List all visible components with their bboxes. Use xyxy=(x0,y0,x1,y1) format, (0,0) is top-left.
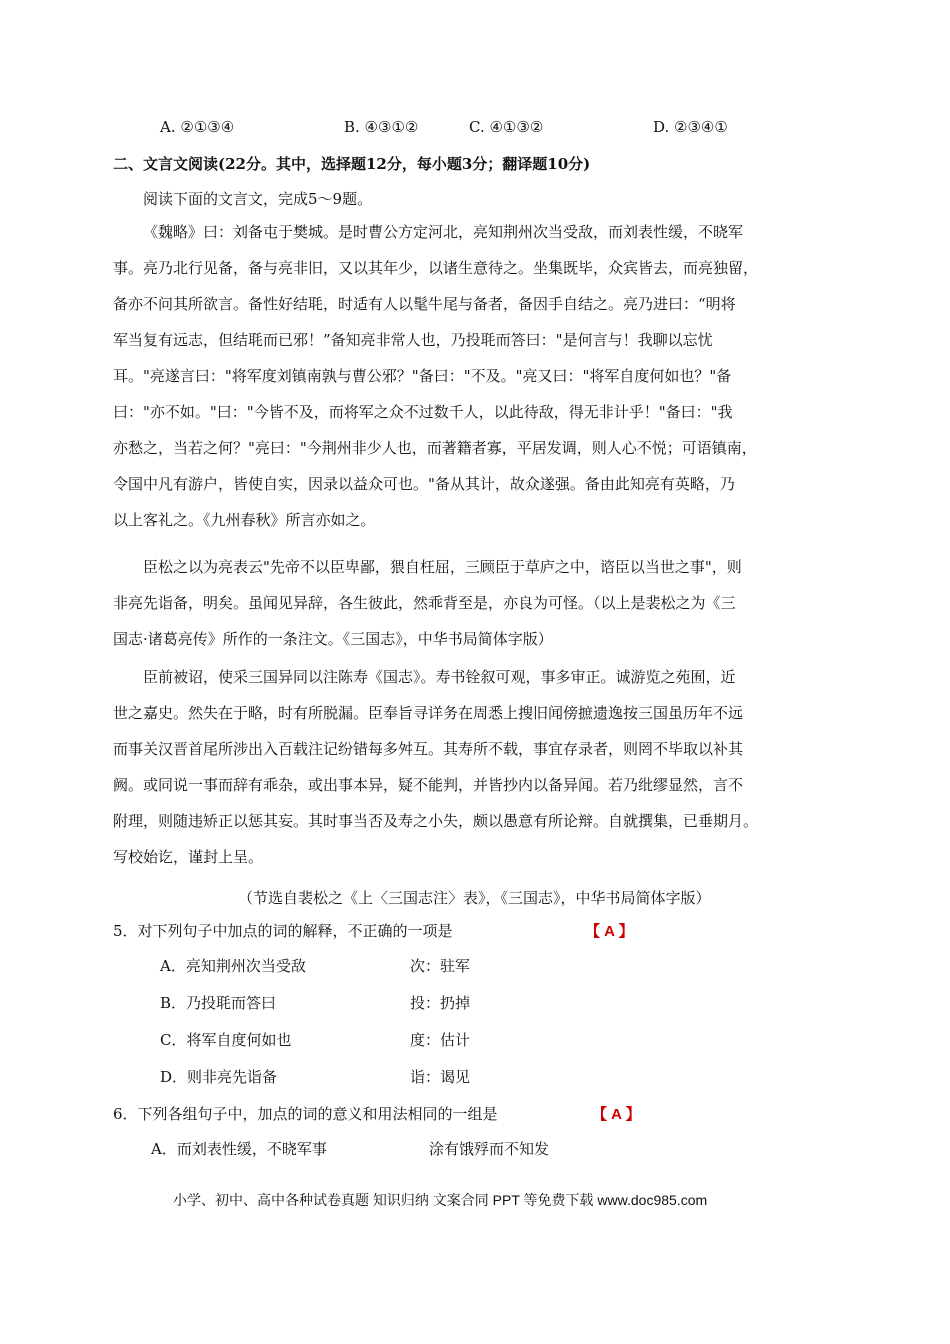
q6-stem: 6．下列各组句子中，加点的词的意义和用法相同的一组是 xyxy=(113,1105,498,1123)
passage-line: 附理，则随违矫正以惩其妄。其时事当否及寿之小失，颇以愚意有所论辩。自就撰集，已垂期月。 xyxy=(113,812,759,830)
passage-line: 曰："亦不如。"曰："今皆不及，而将军之众不过数千人，以此待敌，得无非计乎！"备曰："我 xyxy=(113,403,733,421)
passage-line: 写校始讫，谨封上呈。 xyxy=(113,848,264,866)
q4-option-b: B. ④③①② xyxy=(344,118,419,136)
passage-line: 阙。或同说一事而辞有乖杂，或出事本异，疑不能判，并皆抄内以备异闻。若乃纰缪显然，言不 xyxy=(113,776,744,794)
passage-line: 世之嘉史。然失在于略，时有所脱漏。臣奉旨寻详务在周悉上搜旧闻傍摭遗逸按三国虽历年不远 xyxy=(113,704,744,722)
section-instruction: 阅读下面的文言文，完成5～9题。 xyxy=(143,190,373,208)
q5-option-gloss: 诣：谒见 xyxy=(410,1068,471,1086)
passage-line: 以上客礼之。《九州春秋》所言亦如之。 xyxy=(113,511,376,529)
passage-line: 军当复有远志，但结毦而已邪！”备知亮非常人也，乃投毦而答曰："是何言与！我聊以忘忧 xyxy=(113,331,713,349)
q5-stem: 5．对下列句子中加点的词的解释，不正确的一项是 xyxy=(113,922,453,940)
passage-line: 耳。"亮遂言曰："将军度刘镇南孰与曹公邪？"备曰："不及。"亮又曰："将军自度何如也？"备 xyxy=(113,367,732,385)
q4-option-c: C. ④①③② xyxy=(469,118,544,136)
q4-option-a: A. ②①③④ xyxy=(160,118,235,136)
q5-option-sentence: A．亮知荆州次当受敌 xyxy=(160,957,306,975)
passage-line: 非亮先诣备，明矣。虽闻见异辞，各生彼此，然乖背至是，亦良为可怪。（以上是裴松之为《三 xyxy=(113,594,736,612)
passage-paragraph-2 xyxy=(113,549,845,657)
passage-line: 而事关汉晋首尾所涉出入百载注记纷错每多舛互。其寿所不载，事宜存录者，则罔不毕取以补其 xyxy=(113,740,744,758)
q5-answer: 【 A 】 xyxy=(585,923,634,940)
passage-paragraph-3 xyxy=(113,659,845,875)
q5-option-gloss: 投：扔掉 xyxy=(410,994,471,1012)
q5-option-a xyxy=(160,955,760,979)
q5-option-sentence: D．则非亮先诣备 xyxy=(160,1068,278,1086)
passage-line: 备亦不问其所欲言。备性好结毦，时适有人以髦牛尾与备者，备因手自结之。亮乃进曰：“明将 xyxy=(113,295,736,313)
q5-option-gloss: 次：驻军 xyxy=(410,957,471,975)
passage-line: 国志·诸葛亮传》所作的一条注文。《三国志》，中华书局简体字版） xyxy=(113,630,553,648)
q5-option-d xyxy=(160,1066,760,1090)
passage-line: 臣前被诏，使采三国异同以注陈寿《国志》。寿书铨叙可观，事多审正。诚游览之苑囿，近 xyxy=(143,668,736,686)
section-heading: 二、文言文阅读(22分。其中，选择题12分，每小题3分；翻译题10分) xyxy=(113,155,591,173)
q6-answer: 【 A 】 xyxy=(592,1106,641,1123)
passage-line: 亦愁之，当若之何？"亮曰："今荆州非少人也，而著籍者寡，平居发调，则人心不悦；可语镇南， xyxy=(113,439,757,457)
passage-line: 事。亮乃北行见备，备与亮非旧，又以其年少，以诸生意待之。坐集既毕，众宾皆去，而亮独留， xyxy=(113,259,759,277)
q6-option-a-right: 涂有饿殍而不知发 xyxy=(429,1140,550,1158)
q6-option-a-left: A．而刘表性缓，不晓军事 xyxy=(151,1140,327,1158)
page-footer: 小学、初中、高中各种试卷真题 知识归纳 文案合同 PPT 等免费下载 www.doc985.com xyxy=(173,1192,708,1208)
passage-line: 令国中凡有游户，皆使自实，因录以益众可也。"备从其计，故众遂强。备由此知亮有英略，乃 xyxy=(113,475,735,493)
q5-option-c xyxy=(160,1029,760,1053)
passage-line: 《魏略》曰：刘备屯于樊城。是时曹公方定河北，亮知荆州次当受敌，而刘表性缓，不晓军 xyxy=(143,223,744,241)
q5-option-b xyxy=(160,992,760,1016)
passage-line: 臣松之以为亮表云"先帝不以臣卑鄙，猥自枉屈，三顾臣于草庐之中，谘臣以当世之事"，则 xyxy=(143,558,742,576)
q4-option-d: D. ②③④① xyxy=(653,118,728,136)
q5-option-sentence: B．乃投毦而答曰 xyxy=(160,994,277,1012)
passage-source: （节选自裴松之《上〈三国志注〉表》，《三国志》，中华书局简体字版） xyxy=(238,889,711,907)
passage-paragraph-1 xyxy=(113,214,845,538)
q5-option-gloss: 度：估计 xyxy=(410,1031,471,1049)
q5-option-sentence: C．将军自度何如也 xyxy=(160,1031,292,1049)
